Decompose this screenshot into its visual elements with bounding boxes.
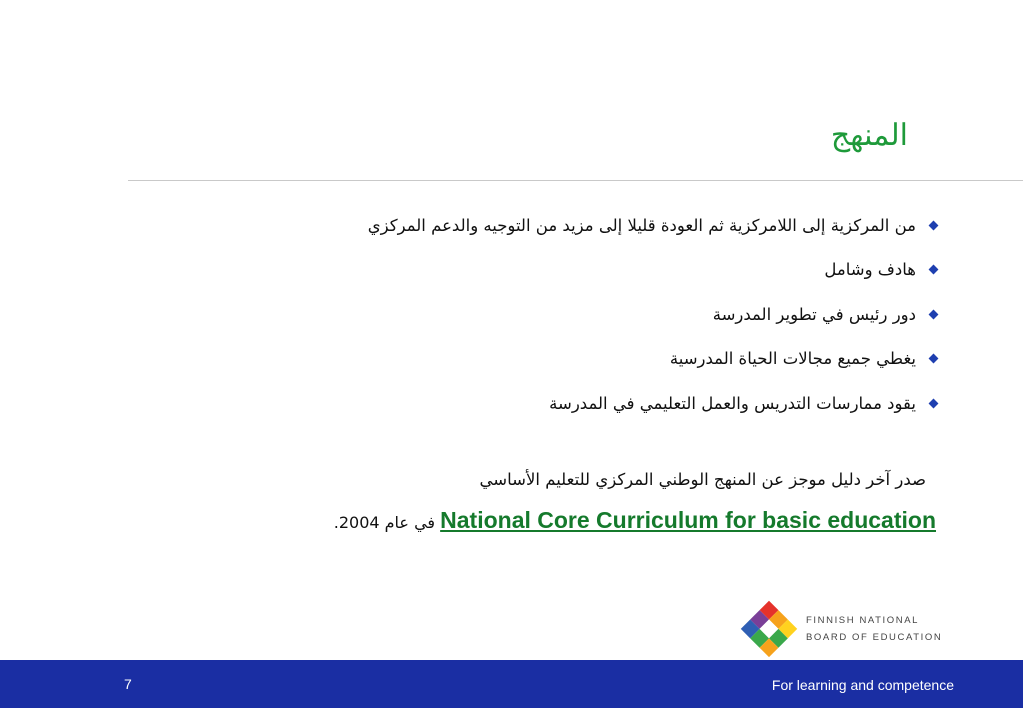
bullet-item	[368, 381, 937, 426]
footer-bar	[0, 660, 1023, 708]
diamond-bullet-icon	[929, 265, 939, 275]
bullet-text: يقود ممارسات التدريس والعمل التعليمي في المدرسة	[549, 393, 916, 413]
footer-tagline: For learning and competence	[771, 677, 954, 693]
logo-line-2: BOARD OF EDUCATION	[806, 632, 943, 643]
bullet-list	[368, 203, 937, 426]
bullet-item	[368, 203, 937, 248]
bullet-text: دور رئيس في تطوير المدرسة	[712, 304, 916, 324]
logo-text	[806, 612, 942, 646]
bullet-item	[368, 292, 937, 337]
page-number: 7	[124, 676, 132, 692]
curriculum-info-text: صدر آخر دليل موجز عن المنهج الوطني المركزي للتعليم الأساسي	[479, 470, 926, 489]
diamond-bullet-icon	[929, 220, 939, 230]
curriculum-year-text: في عام 2004.	[333, 513, 436, 532]
diamond-bullet-icon	[929, 398, 939, 408]
bullet-item	[368, 337, 937, 382]
national-core-curriculum-link[interactable]: National Core Curriculum for basic education	[440, 507, 936, 533]
slide-title: المنهج	[830, 118, 908, 153]
bullet-item	[368, 248, 937, 293]
diamond-bullet-icon	[929, 309, 939, 319]
diamond-bullet-icon	[929, 354, 939, 364]
curriculum-info-line	[334, 507, 936, 534]
diamond-logo-icon	[740, 600, 798, 658]
fnbe-logo	[740, 600, 942, 658]
title-divider	[128, 180, 1023, 181]
bullet-text: يغطي جميع مجالات الحياة المدرسية	[669, 349, 916, 369]
bullet-text: هادف وشامل	[824, 260, 916, 280]
bullet-text: من المركزية إلى اللامركزية ثم العودة قليلا إلى مزيد من التوجيه والدعم المركزي	[367, 215, 916, 235]
logo-line-1: FINNISH NATIONAL	[806, 615, 920, 626]
